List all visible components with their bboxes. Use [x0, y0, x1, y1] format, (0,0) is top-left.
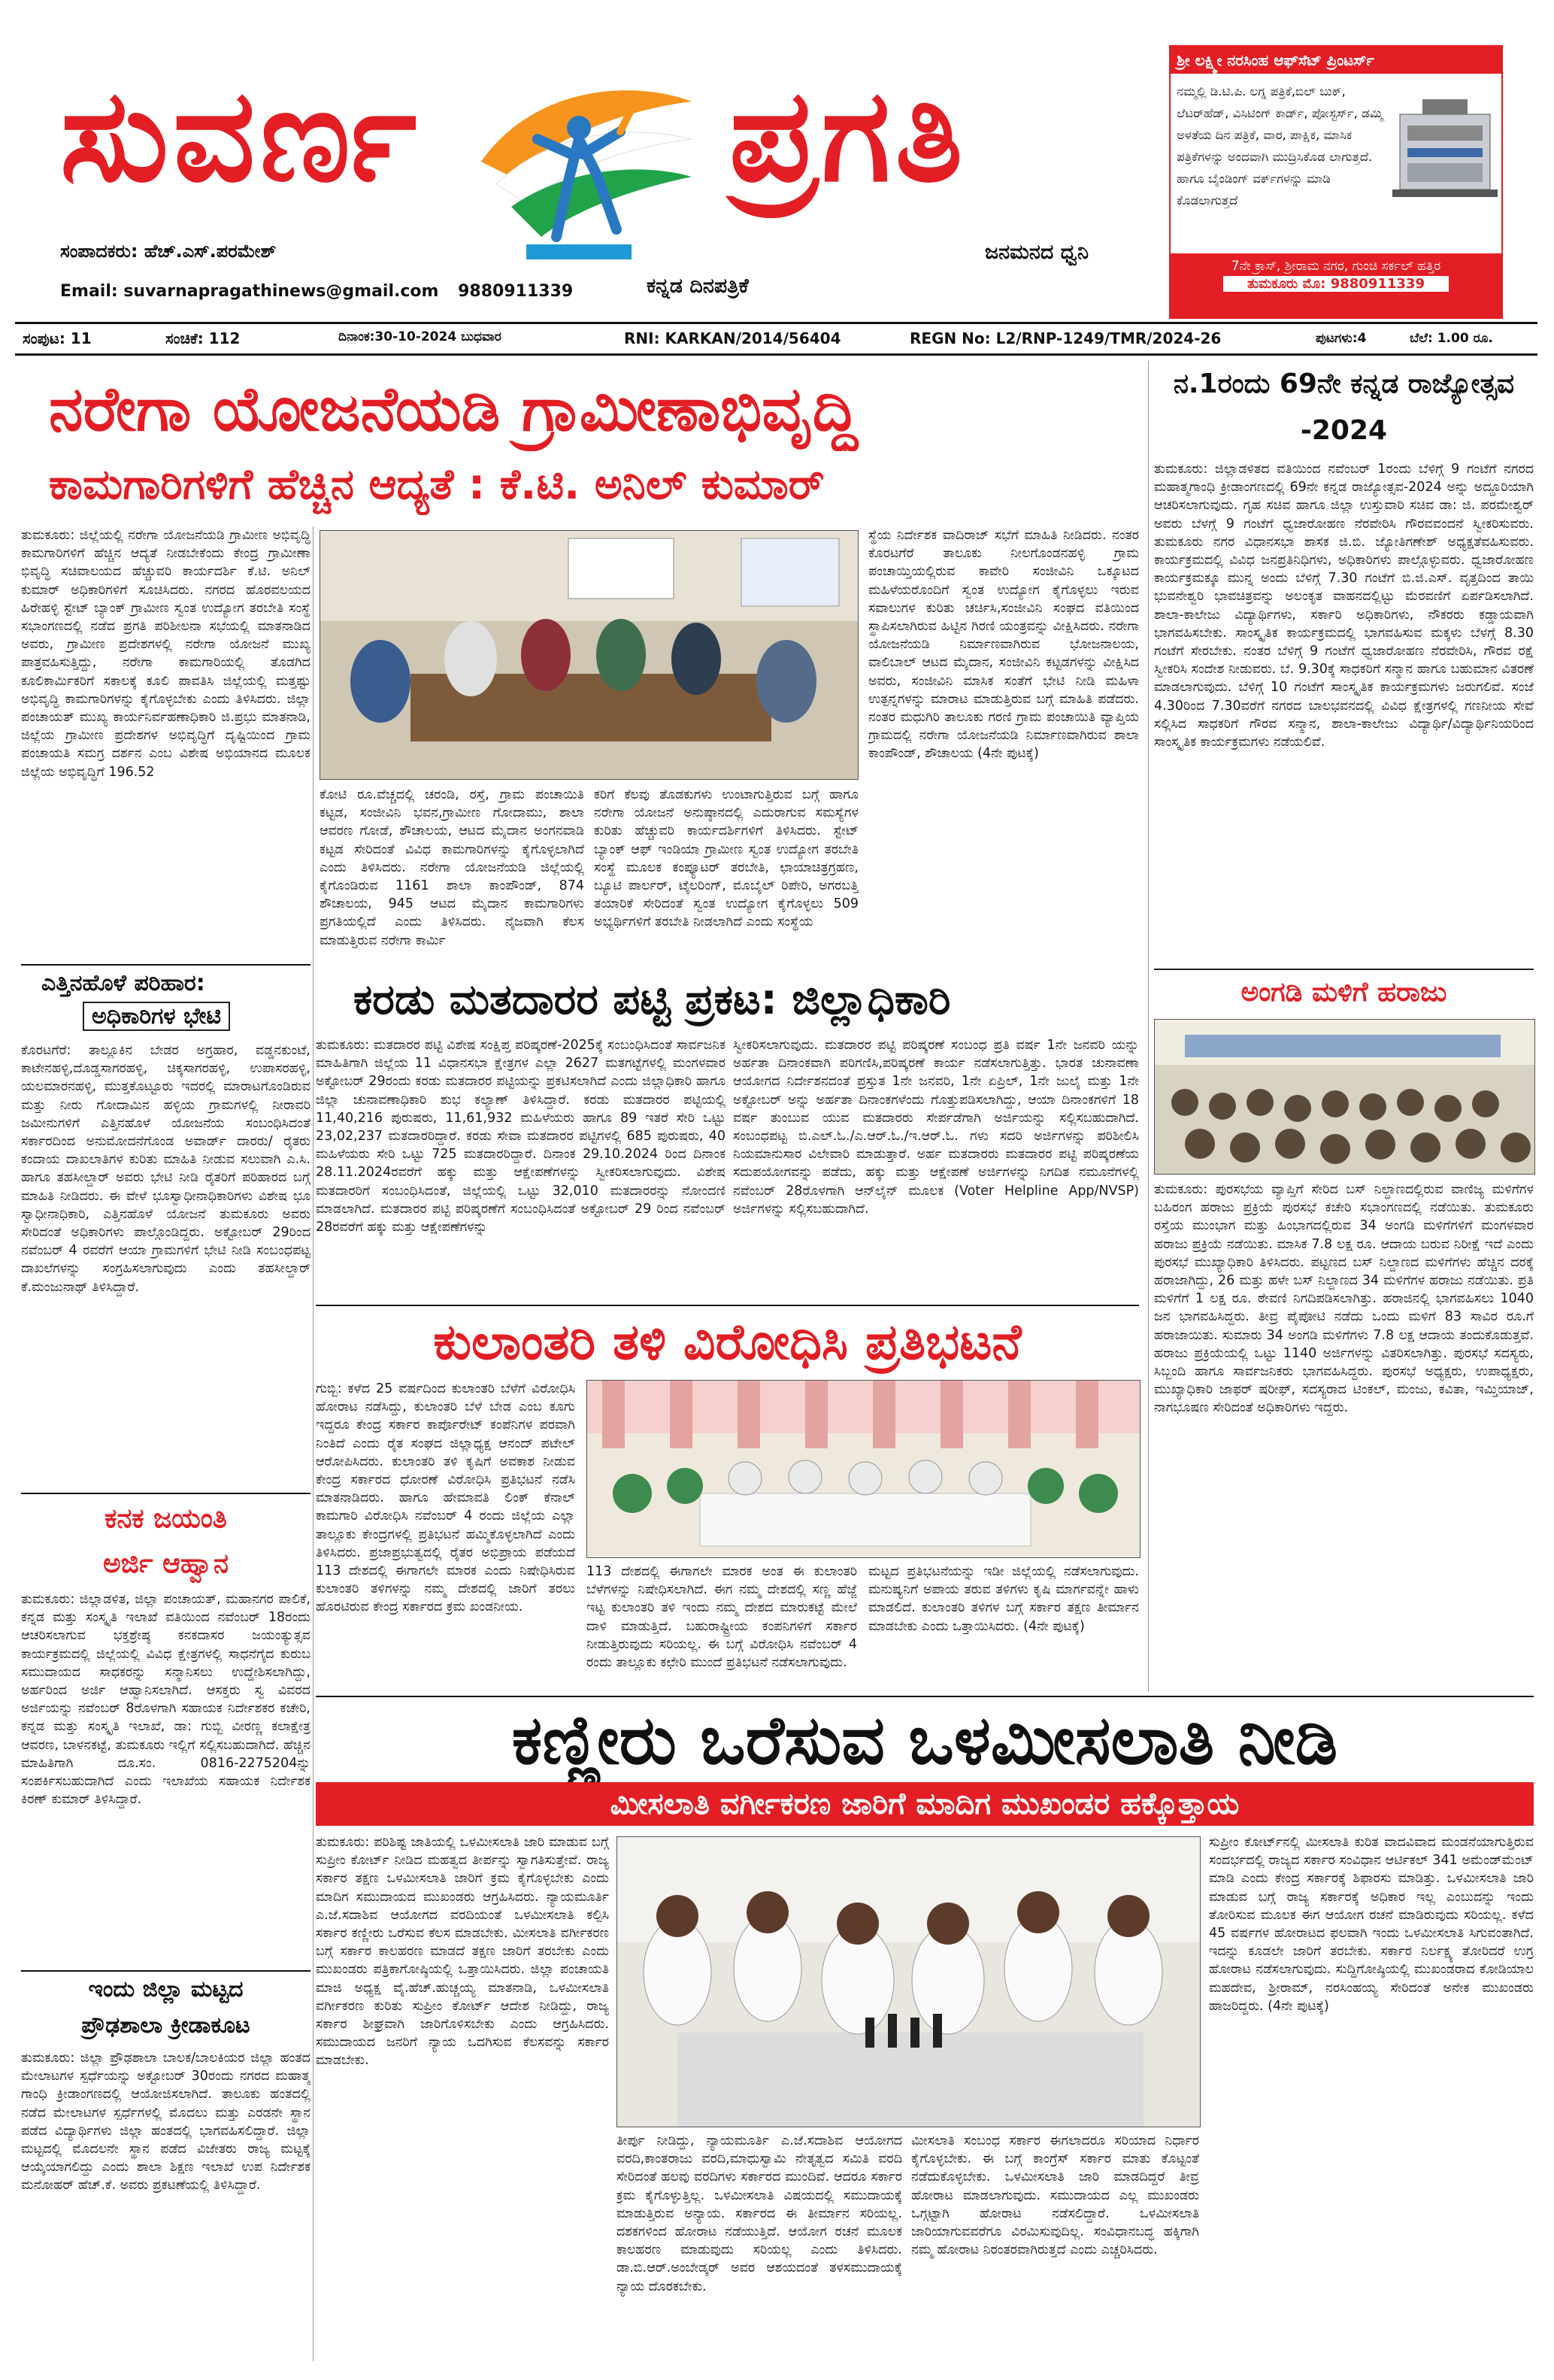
story7-headline: ಕುಲಾಂತರಿ ತಳಿ ವಿರೋಧಿಸಿ ಪ್ರತಿಭಟನೆ [433, 1313, 1022, 1371]
story1-col3: ಕರಿಗೆ ಕೆಲವು ತೊಡಕುಗಳು ಉಂಟಾಗುತ್ತಿರುವ ಬಗ್ಗೆ ಹಾಗೂ ನರೇಗಾ ಯೋಜನೆ ಅನುಷ್ಠಾನದಲ್ಲಿ ಎದುರಾಗುವ ಸಮಸ್ಯೆಗಳ ಕುರಿತು ಹೆಚ್ಚುವರಿ ಕಾರ್ಯದರ್ಶಿಗಳಿಗೆ ತಿಳಿಸಿದರು. ಸ್ಟೇಟ್ ಬ್ಯಾಂಕ್ ಆಫ್ ಇಂಡಿಯಾ ಗ್ರಾಮೀಣ ಸ್ವಂತ ಉದ್ಯೋಗ ತರಬೇತಿ ಸಂಸ್ಥೆ ಮೂಲಕ ಕಂಪ್ಯೂಟರ್ ತರಬೇತಿ, ಛಾಯಾಚಿತ್ರಗ್ರಹಣ, ಬ್ಯೂಟಿ ಪಾರ್ಲರ್, ಟೈಲರಿಂಗ್, ಮೊಬೈಲ್ ರಿಪೇರಿ, ಅಗರಬತ್ತಿ ತಯಾರಿಕೆ ಸೇರಿದಂತೆ ಸ್ವಂತ ಉದ್ಯೋಗ ಕೈಗೊಳ್ಳಲು 509 ಅಭ್ಯರ್ಥಿಗಳಿಗೆ ತರಬೇತಿ ನೀಡಲಾಗಿದೆ ಎಂದು ಸಂಸ್ಥೆಯ [594, 787, 859, 930]
story9-col4: ಸುಪ್ರೀಂ ಕೋರ್ಟ್‌ನಲ್ಲಿ ಮೀಸಲಾತಿ ಕುರಿತ ವಾದವಿವಾದ ಮಂಡನೆಯಾಗುತ್ತಿರುವ ಸಂದರ್ಭದಲ್ಲಿ ರಾಜ್ಯದ ಸರ್ಕಾರ ಸಂವಿಧಾನ ಆರ್ಟಿಕಲ್ 341 ಅಮೆಂಡ್‌ಮೆಂಟ್ ಮಾಡಿ ಎಂದು ಕೇಂದ್ರ ಸರ್ಕಾರಕ್ಕೆ ಶಿಫಾರಸು ಮಾಡಿತ್ತು. ಒಳಮೀಸಲಾತಿ ಜಾರಿ ಮಾಡುವ ಬಗ್ಗೆ ರಾಜ್ಯ ಸರ್ಕಾರಕ್ಕೆ ಅಧಿಕಾರ ಇಲ್ಲ ಎಂಬುದನ್ನು ಇಂದು ತೋರಿಸುವ ಮೂಲಕ ಈಗ ಆಯೋಗ ರಚನೆ ಮಾಡಿರುವುದು ಸರಿಯಲ್ಲ. ಕಳೆದ 45 ವರ್ಷಗಳ ಹೋರಾಟದ ಫಲವಾಗಿ ಇಂದು ಒಳಮೀಸಲಾತಿ ಸಿಗುವಂತಾಗಿದೆ. ಇದನ್ನು ಕೂಡಲೇ ಜಾರಿಗೆ ತರಬೇಕು. ಸರ್ಕಾರ ನಿರ್ಲಕ್ಷ್ಯ ತೋರಿದರೆ ಉಗ್ರ ಹೋರಾಟ ನಡೆಸಲಾಗುವುದು. ಸುದ್ದಿಗೋಷ್ಠಿಯಲ್ಲಿ ಮುಖಂಡರಾದ ಕೋಡಿಯಾಲ ಮಹದೇವ, ಶ್ರೀರಾಮ್, ನರಸಿಂಹಯ್ಯ ಸೇರಿದಂತೆ ಅನೇಕ ಮುಖಂಡರು ಹಾಜರಿದ್ದರು. (4ನೇ ಪುಟಕ್ಕೆ) [1209, 1835, 1534, 2014]
story9-col3: ಮೀಸಲಾತಿ ಸಂಬಂಧ ಸರ್ಕಾರ ಈಗಲಾದರೂ ಸರಿಯಾದ ನಿರ್ಧಾರ ಕೈಗೊಳ್ಳಬೇಕು. ಈ ಬಗ್ಗೆ ಕಾಂಗ್ರೆಸ್ ಸರ್ಕಾರ ಮಾತು ಕೊಟ್ಟಂತೆ ನಡೆದುಕೊಳ್ಳಬೇಕು. ಒಳಮೀಸಲಾತಿ ಜಾರಿ ಮಾಡದಿದ್ದರೆ ತೀವ್ರ ಹೋರಾಟ ಮಾಡಲಾಗುವುದು. ಸಮುದಾಯದ ಎಲ್ಲ ಮುಖಂಡರು ಒಗ್ಗಟ್ಟಾಗಿ ಹೋರಾಟ ನಡೆಸಲಿದ್ದಾರೆ. ಒಳಮೀಸಲಾತಿ ಜಾರಿಯಾಗುವವರೆಗೂ ವಿರಮಿಸುವುದಿಲ್ಲ. ಸಂವಿಧಾನಬದ್ಧ ಹಕ್ಕಿಗಾಗಿ ನಮ್ಮ ಹೋರಾಟ ನಿರಂತರವಾಗಿರುತ್ತದೆ ಎಂದು ಎಚ್ಚರಿಸಿದರು. [911, 2133, 1199, 2258]
story7-col3: ಮಟ್ಟದ ಪ್ರತಿಭಟನೆಯನ್ನು ಇಡೀ ಜಿಲ್ಲೆಯಲ್ಲಿ ನಡೆಸಲಾಗುವುದು. ಮನುಷ್ಯನಿಗೆ ಅಪಾಯ ತರುವ ತಳಿಗಳು ಕೃಷಿ ಮಾರ್ಗವನ್ನೇ ಹಾಳು ಮಾಡಲಿದೆ. ಕುಲಾಂತರಿ ತಳಿಗಳ ಬಗ್ಗೆ ಸರ್ಕಾರ ತಕ್ಷಣ ತೀರ್ಮಾನ ಮಾಡಬೇಕು ಎಂದು ಒತ್ತಾಯಿಸಿದರು. (4ನೇ ಪುಟಕ್ಕೆ) [868, 1564, 1139, 1634]
column-rule-left [313, 526, 314, 2361]
pages: ಪುಟಗಳು:4 [1316, 331, 1367, 346]
date: ದಿನಾಂಕ:30-10-2024 ಬುಧವಾರ [338, 329, 501, 344]
story9-col1: ತುಮಕೂರು: ಪರಿಶಿಷ್ಟ ಜಾತಿಯಲ್ಲಿ ಒಳಮೀಸಲಾತಿ ಜಾರಿ ಮಾಡುವ ಬಗ್ಗೆ ಸುಪ್ರೀಂ ಕೋರ್ಟ್ ನೀಡಿದ ಮಹತ್ವದ ತೀರ್ಪನ್ನು ಸ್ವಾಗತಿಸುತ್ತೇವೆ. ರಾಜ್ಯ ಸರ್ಕಾರ ತಕ್ಷಣ ಒಳಮೀಸಲಾತಿ ಜಾರಿಗೆ ಕ್ರಮ ಕೈಗೊಳ್ಳಬೇಕು ಎಂದು ಮಾದಿಗ ಸಮುದಾಯದ ಮುಖಂಡರು ಆಗ್ರಹಿಸಿದರು. ನ್ಯಾಯಮೂರ್ತಿ ಎ.ಜೆ.ಸದಾಶಿವ ಆಯೋಗದ ವರದಿಯಂತೆ ಒಳಮೀಸಲಾತಿ ಕಲ್ಪಿಸಿ ಸರ್ಕಾರ ಕಣ್ಣೀರು ಒರೆಸುವ ಕೆಲಸ ಮಾಡಬೇಕು. ಮೀಸಲಾತಿ ವರ್ಗೀಕರಣ ಬಗ್ಗೆ ಸರ್ಕಾರ ಕಾಲಹರಣ ಮಾಡದೆ ತಕ್ಷಣ ಜಾರಿಗೆ ತರಬೇಕು ಎಂದು ಮುಖಂಡರು ಪತ್ರಿಕಾಗೋಷ್ಠಿಯಲ್ಲಿ ಒತ್ತಾಯಿಸಿದರು. ಜಿಲ್ಲಾ ಪಂಚಾಯತಿ ಮಾಜಿ ಅಧ್ಯಕ್ಷ ವೈ.ಹೆಚ್.ಹುಚ್ಚಯ್ಯ ಮಾತನಾಡಿ, ಒಳಮೀಸಲಾತಿ ವರ್ಗೀಕರಣ ಕುರಿತು ಸುಪ್ರೀಂ ಕೋರ್ಟ್ ಆದೇಶ ನೀಡಿದ್ದು, ರಾಜ್ಯ ಸರ್ಕಾರ ಶೀಘ್ರವಾಗಿ ಜಾರಿಗೊಳಿಸಬೇಕು ಎಂದು ಆಗ್ರಹಿಸಿದರು. ಸಮುದಾಯದ ಜನರಿಗೆ ನ್ಯಾಯ ಒದಗಿಸುವ ಕೆಲಸವನ್ನು ಸರ್ಕಾರ ಮಾಡಬೇಕು. [316, 1835, 609, 2069]
editor-line: ಸಂಪಾದಕರು: ಹೆಚ್.ಎಸ್.ಪರಮೇಶ್ [60, 241, 277, 262]
infobar-bottom-rule [15, 353, 1537, 356]
story6-subhead: ಅರ್ಜಿ ಆಹ್ವಾನ [103, 1548, 229, 1579]
ad-address [1171, 253, 1501, 317]
masthead [15, 15, 1173, 331]
ad-box [1169, 45, 1503, 319]
story9-photo [616, 1836, 1201, 2127]
story2-body: ತುಮಕೂರು: ಜಿಲ್ಲಾಡಳಿತದ ವತಿಯಿಂದ ನವೆಂಬರ್ 1ರಂದು ಬೆಳಿಗ್ಗೆ 9 ಗಂಟೆಗೆ ನಗರದ ಮಹಾತ್ಮಗಾಂಧಿ ಕ್ರೀಡಾಂಗಣದಲ್ಲಿ 69ನೇ ಕನ್ನಡ ರಾಜ್ಯೋತ್ಸವ-2024 ಅನ್ನು ಅದ್ದೂರಿಯಾಗಿ ಆಚರಿಸಲಾಗುವುದು. ಗೃಹ ಸಚಿವ ಹಾಗೂ ಜಿಲ್ಲಾ ಉಸ್ತುವಾರಿ ಸಚಿವ ಡಾ: ಜಿ. ಪರಮೇಶ್ವರ್ ಅವರು ಬೆಳಗ್ಗೆ 9 ಗಂಟೆಗೆ ಧ್ವಜಾರೋಹಣ ನೆರವೇರಿಸಿ ಗೌರವವಂದನೆ ಸ್ವೀಕರಿಸುವರು. ತುಮಕೂರು ನಗರ ವಿಧಾನಸಭಾ ಶಾಸಕ ಜಿ.ಬಿ. ಜ್ಯೋತಿಗಣೇಶ್ ಅಧ್ಯಕ್ಷತೆವಹಿಸುವರು. ಕಾರ್ಯಕ್ರಮದಲ್ಲಿ ವಿವಿಧ ಜನಪ್ರತಿನಿಧಿಗಳು, ಅಧಿಕಾರಿಗಳು ಪಾಲ್ಗೊಳ್ಳುವರು. ಧ್ವಜಾರೋಹಣ ಕಾರ್ಯಕ್ರಮಕ್ಕೂ ಮುನ್ನ ಅಂದು ಬೆಳಿಗ್ಗೆ 7.30 ಗಂಟೆಗೆ ಬಿ.ಜಿ.ಎಸ್. ವೃತ್ತದಿಂದ ತಾಯಿ ಭುವನೇಶ್ವರಿ ಭಾವಚಿತ್ರವನ್ನು ಅಲಂಕೃತ ವಾಹನದಲ್ಲಿಟ್ಟು ಮೆರವಣಿಗೆ ಏರ್ಪಡಿಸಲಾಗಿದೆ. ಶಾಲಾ-ಕಾಲೇಜು ವಿದ್ಯಾರ್ಥಿಗಳು, ಸರ್ಕಾರಿ ಅಧಿಕಾರಿಗಳು, ನೌಕರರು ಕಡ್ಡಾಯವಾಗಿ ಭಾಗವಹಿಸಬೇಕು. ಸಾಂಸ್ಕೃತಿಕ ಕಾರ್ಯಕ್ರಮದಲ್ಲಿ ಭಾಗವಹಿಸುವ ಮಕ್ಕಳು ಬೆಳಗ್ಗೆ 8.30 ಗಂಟೆಗೆ ಸೇರಬೇಕು. ನಂತರ ಬೆಳಿಗ್ಗೆ 9 ಗಂಟೆಗೆ ಧ್ವಜಾರೋಹಣ ನೆರವೇರಿಸಿ, ಗೌರವ ರಕ್ಷೆ ಸ್ವೀಕರಿಸಿ ಸಂದೇಶ ನೀಡುವರು. ಬೆ. 9.30ಕ್ಕೆ ಸಾಧಕರಿಗೆ ಸನ್ಮಾನ ಹಾಗೂ ಬಹುಮಾನ ವಿತರಣೆ ಮಾಡಲಾಗುವುದು. ಬೆಳಿಗ್ಗೆ 10 ಗಂಟೆಗೆ ಸಾಂಸ್ಕೃತಿಕ ಕಾರ್ಯಕ್ರಮಗಳು ಜರುಗಲಿವೆ. ಸಂಜೆ 4.30ರಿಂದ 7.30ವರೆಗೆ ನಗರದ ಬಾಲಭವನದಲ್ಲಿ ವಿವಿಧ ಕ್ಷೇತ್ರಗಳಲ್ಲಿ ಗಣನೀಯ ಸೇವೆ ಸಲ್ಲಿಸಿದ ಸಾಧಕರಿಗೆ ಗೌರವ ಸನ್ಮಾನ, ಶಾಲಾ-ಕಾಲೇಜು ವಿದ್ಯಾರ್ಥಿ/ವಿದ್ಯಾರ್ಥಿನಿಯರಿಂದ ಸಾಂಸ್ಕೃತಿಕ ಕಾರ್ಯಕ್ರಮಗಳು ನಡೆಯಲಿವೆ. [1154, 462, 1534, 750]
price: ಬೆಲೆ: 1.00 ರೂ. [1410, 331, 1493, 346]
phone-text: 9880911339 [458, 282, 574, 301]
rni: RNI: KARKAN/2014/56404 [624, 329, 841, 347]
story1-col4: ಸ್ಥೆಯ ನಿರ್ದೇಶಕ ವಾದಿರಾಜ್ ಸಭೆಗೆ ಮಾಹಿತಿ ನೀಡಿದರು. ನಂತರ ಕೊರಟಗೆರೆ ತಾಲೂಕು ನೀಲಗೊಂಡನಹಳ್ಳಿ ಗ್ರಾಮ ಪಂಚಾಯ್ತಿಯಲ್ಲಿರುವ ಕಾವೇರಿ ಸಂಜೀವಿನಿ ಒಕ್ಕೂಟದ ಮಹಿಳೆಯರೊಂದಿಗೆ ಸ್ವಂತ ಉದ್ಯೋಗ ಕೈಗೊಳ್ಳಲು ಇರುವ ಸವಾಲುಗಳ ಕುರಿತು ಚರ್ಚಿಸಿ,ಸಂಜೀವಿನಿ ಸಂಘದ ವತಿಯಿಂದ ಸ್ಥಾಪಿಸಲಾಗಿರುವ ಹಿಟ್ಟಿನ ಗಿರಣಿ ಯಂತ್ರವನ್ನು ವೀಕ್ಷಿಸಿದರು. ನರೇಗಾ ಯೋಜನೆಯಡಿ ನಿರ್ಮಾಣವಾಗಿರುವ ಭೋಜನಾಲಯ, ವಾಲಿಬಾಲ್ ಆಟದ ಮೈದಾನ, ಸಂಜೀವಿನಿ ಕಟ್ಟಡಗಳನ್ನು ವೀಕ್ಷಿಸಿದ ಅವರು, ಸಂಜೀವಿನಿ ಮಾಸಿಕ ಸಂತೆಗೆ ಭೇಟಿ ನೀಡಿ ಮಹಿಳಾ ಉತ್ಪನ್ನಗಳನ್ನು ಮಾರಾಟ ಮಾಡುತ್ತಿರುವ ಬಗ್ಗೆ ಮಾಹಿತಿ ಪಡೆದರು. ನಂತರ ಮಧುಗಿರಿ ತಾಲೂಕು ಗರಣಿ ಗ್ರಾಮ ಪಂಚಾಯಿತಿ ವ್ಯಾಪ್ತಿಯ ಗ್ರಾಮದಲ್ಲಿ ನರೇಗಾ ಯೋಜನೆಯಡಿ ನಿರ್ಮಾಣವಾಗಿರುವ ಶಾಲಾ ಕಾಂಪೌಂಡ್, ಶೌಚಾಲಯ (4ನೇ ಪುಟಕ್ಕೆ) [868, 528, 1139, 762]
story4-col1: ತುಮಕೂರು: ಮತದಾರರ ಪಟ್ಟಿ ವಿಶೇಷ ಸಂಕ್ಷಿಪ್ತ ಪರಿಷ್ಕರಣೆ-2025ಕ್ಕೆ ಸಂಬಂಧಿಸಿದಂತೆ ಸಾರ್ವಜನಿಕ ಮಾಹಿತಿಗಾಗಿ ಜಿಲ್ಲೆಯ 11 ವಿಧಾನಸಭಾ ಕ್ಷೇತ್ರಗಳ ಎಲ್ಲಾ 2627 ಮತಗಟ್ಟೆಗಳಲ್ಲಿ ಮಂಗಳವಾರ ಅಕ್ಟೋಬರ್ 29ರಂದು ಕರಡು ಮತದಾರರ ಪಟ್ಟಿಯನ್ನು ಪ್ರಕಟಿಸಲಾಗಿದೆ ಎಂದು ಜಿಲ್ಲಾಧಿಕಾರಿ ಹಾಗೂ ಜಿಲ್ಲಾ ಚುನಾವಣಾಧಿಕಾರಿ ಶುಭ ಕಲ್ಯಾಣ್ ತಿಳಿಸಿದ್ದಾರೆ. ಕರಡು ಮತದಾರರ ಪಟ್ಟಿಯಲ್ಲಿ 11,40,216 ಪುರುಷರು, 11,61,932 ಮಹಿಳೆಯರು ಹಾಗೂ 89 ಇತರೆ ಸೇರಿ ಒಟ್ಟು 23,02,237 ಮತದಾರರಿದ್ದಾರೆ. ಕರಡು ಸೇವಾ ಮತದಾರರ ಪಟ್ಟಿಗಳಲ್ಲಿ 685 ಪುರುಷರು, 40 ಮಹಿಳೆಯರು ಸೇರಿ ಒಟ್ಟು 725 ಮತದಾರರಿದ್ದಾರೆ. ದಿನಾಂಕ 29.10.2024 ರಿಂದ ದಿನಾಂಕ 28.11.2024ರವರೆಗೆ ಹಕ್ಕು ಮತ್ತು ಆಕ್ಷೇಪಣೆಗಳನ್ನು ಸ್ವೀಕರಿಸಲಾಗುವುದು. ವಿಶೇಷ ಮತದಾರರಿಗೆ ಸಂಬಂಧಿಸಿದಂತೆ, ಜಿಲ್ಲೆಯಲ್ಲಿ ಒಟ್ಟು 32,010 ಮತದಾರರನ್ನು ನೋಂದಣಿ ಮಾಡಲಾಗಿದೆ. ಮತದಾರರ ಪಟ್ಟಿ ಪರಿಷ್ಕರಣೆಗೆ ಸಂಬಂಧಿಸಿದಂತೆ ಅಕ್ಟೋಬರ್ 29 ರಿಂದ ನವೆಂಬರ್ 28ರವರೆಗೆ ಹಕ್ಕು ಮತ್ತು ಆಕ್ಷೇಪಣೆಗಳನ್ನು [316, 1038, 726, 1235]
story8-subhead: ಪ್ರೌಢಶಾಲಾ ಕ್ರೀಡಾಕೂಟ [81, 2012, 250, 2039]
press-meet-photo [617, 1837, 1200, 2127]
story7-col1: ಗುಬ್ಬಿ: ಕಳೆದ 25 ವರ್ಷದಿಂದ ಕುಲಾಂತರಿ ಬೆಳೆಗೆ ವಿರೋಧಿಸಿ ಹೋರಾಟ ನಡೆಸಿದ್ದು, ಕುಲಾಂತರಿ ಬೆಳೆ ಬೇಡ ಎಂಬ ಕೂಗು ಇದ್ದರೂ ಕೇಂದ್ರ ಸರ್ಕಾರ ಕಾರ್ಪೊರೇಟ್ ಕಂಪೆನಿಗಳ ಪರವಾಗಿ ನಿಂತಿದೆ ಎಂದು ರೈತ ಸಂಘದ ಜಿಲ್ಲಾಧ್ಯಕ್ಷ ಆನಂದ್ ಪಟೇಲ್ ಆರೋಪಿಸಿದರು. ಕುಲಾಂತರಿ ತಳಿ ಕೃಷಿಗೆ ಅವಕಾಶ ನೀಡುವ ಕೇಂದ್ರ ಸರ್ಕಾರದ ಧೋರಣೆ ವಿರೋಧಿಸಿ ಪ್ರತಿಭಟನೆ ನಡೆಸಿ ಮಾತನಾಡಿದರು. ಹಾಗೂ ಹೇಮಾವತಿ ಲಿಂಕ್ ಕೆನಾಲ್ ಕಾಮಗಾರಿ ವಿರೋಧಿಸಿ ನವೆಂಬರ್ 4 ರಂದು ಜಿಲ್ಲೆಯ ಎಲ್ಲಾ ತಾಲ್ಲೂಕು ಕೇಂದ್ರಗಳಲ್ಲಿ ಪ್ರತಿಭಟನೆ ಹಮ್ಮಿಕೊಳ್ಳಲಾಗಿದೆ ಎಂದು ತಿಳಿಸಿದರು. ಪ್ರಜಾಪ್ರಭುತ್ವದಲ್ಲಿ ರೈತರ ಅಭಿಪ್ರಾಯ ಪಡೆಯದೆ 113 ದೇಶದಲ್ಲಿ ಈಗಾಗಲೇ ಮಾರಕ ಎಂದು ನಿಷೇಧಿಸಿರುವ ಕುಲಾಂತರಿ ತಳಿಗಳನ್ನು ನಮ್ಮ ದೇಶದಲ್ಲಿ ಜಾರಿಗೆ ತರಲು ಹೊರಟಿರುವ ಕೇಂದ್ರ ಸರ್ಕಾರದ ಕ್ರಮ ಖಂಡನೀಯ. [316, 1381, 575, 1615]
story6-top-rule [21, 1493, 310, 1494]
masthead-title-left: ಸುವರ್ಣ [60, 60, 422, 211]
story7-top-rule [316, 1305, 1139, 1306]
story3-subhead: ಅಧಿಕಾರಿಗಳ ಭೇಟಿ [83, 1002, 230, 1031]
story5-body: ತುಮಕೂರು: ಪುರಸಭೆಯ ವ್ಯಾಪ್ತಿಗೆ ಸೇರಿದ ಬಸ್ ನಿಲ್ದಾಣದಲ್ಲಿರುವ ವಾಣಿಜ್ಯ ಮಳಿಗೆಗಳ ಬಹಿರಂಗ ಹರಾಜು ಪ್ರಕ್ರಿಯೆ ಪುರಸಭೆ ಕಚೇರಿ ಸಭಾಂಗಣದಲ್ಲಿ ನಡೆಯಿತು. ತುಮಕೂರು ರಸ್ತೆಯ ಮುಂಭಾಗ ಮತ್ತು ಹಿಂಭಾಗದಲ್ಲಿರುವ 34 ಅಂಗಡಿ ಮಳಿಗೆಗಳಿಗೆ ಮಂಗಳವಾರ ಹರಾಜು ಪ್ರಕ್ರಿಯೆ ನಡೆಯಿತು. ಮಾಸಿಕ 7.8 ಲಕ್ಷ ರೂ. ಆದಾಯ ಬರುವ ನಿರೀಕ್ಷೆ ಇದೆ ಎಂದು ಪುರಸಭೆ ಮುಖ್ಯಾಧಿಕಾರಿ ತಿಳಿಸಿದರು. ಪಟ್ಟಣದ ಬಸ್ ನಿಲ್ದಾಣದ ಮಳಿಗೆಗಳು ಹೆಚ್ಚಿನ ದರಕ್ಕೆ ಹರಾಜಾಗಿದ್ದು, 26 ಮತ್ತು ಹಳೇ ಬಸ್ ನಿಲ್ದಾಣದ 34 ಮಳಿಗೆಗಳ ಹರಾಜು ನಡೆಯಿತು. ಪ್ರತಿ ಮಳಿಗೆಗೆ 1 ಲಕ್ಷ ರೂ. ಠೇವಣಿ ನಿಗದಿಪಡಿಸಲಾಗಿತ್ತು. ಹರಾಜಿನಲ್ಲಿ ಭಾಗವಹಿಸಲು 1040 ಜನ ಭಾಗವಹಿಸಿದ್ದರು. ತೀವ್ರ ಪೈಪೋಟಿ ನಡೆದು ಒಂದು ಮಳಿಗೆ 83 ಸಾವಿರ ರೂ.ಗೆ ಹರಾಜಾಯಿತು. ಸುಮಾರು 34 ಅಂಗಡಿ ಮಳಿಗೆಗಳು 7.8 ಲಕ್ಷ ಆದಾಯ ತಂದುಕೊಡುತ್ತವೆ. ಹರಾಜು ಪ್ರಕ್ರಿಯೆಯಲ್ಲಿ ಒಟ್ಟು 1140 ಅರ್ಜಿಗಳನ್ನು ವಿತರಿಸಲಾಗಿತ್ತು. ಪುರಸಭೆ ಸದಸ್ಯರು, ಸಿಬ್ಬಂದಿ ಹಾಗೂ ಸಾರ್ವಜನಿಕರು ಭಾಗವಹಿಸಿದ್ದರು. ಪುರಸಭೆ ಅಧ್ಯಕ್ಷರು, ಉಪಾಧ್ಯಕ್ಷರು, ಮುಖ್ಯಾಧಿಕಾರಿ ಜಾಫರ್ ಷರೀಫ್, ಸದಸ್ಯರಾದ ಟಿಂಕಲ್, ಮಂಜು, ಕವಿತಾ, ಇಮ್ತಿಯಾಜ್, ನಾಗಭೂಷಣ ಸೇರಿದಂತೆ ಅಧಿಕಾರಿಗಳು ಇದ್ದರು. [1154, 1182, 1534, 1416]
story8-body: ತುಮಕೂರು: ಜಿಲ್ಲಾ ಪ್ರೌಢಶಾಲಾ ಬಾಲಕ/ಬಾಲಕಿಯರ ಜಿಲ್ಲಾ ಹಂತದ ಮೇಲಾಟಗಳ ಸ್ಪರ್ಧೆಯನ್ನು ಅಕ್ಟೋಬರ್ 30ರಂದು ನಗರದ ಮಹಾತ್ಮ ಗಾಂಧಿ ಕ್ರೀಡಾಂಗಣದಲ್ಲಿ ಆಯೋಜಿಸಲಾಗಿದೆ. ತಾಲೂಕು ಹಂತದಲ್ಲಿ ನಡೆದ ಮೇಲಾಟಗಳ ಸ್ಪರ್ಧೆಗಳಲ್ಲಿ ಮೊದಲು ಮತ್ತು ಎರಡನೇ ಸ್ಥಾನ ಪಡೆದ ವಿದ್ಯಾರ್ಥಿಗಳು ಜಿಲ್ಲಾ ಹಂತದಲ್ಲಿ ಭಾಗವಹಿಸಲಿದ್ದಾರೆ. ಜಿಲ್ಲಾ ಮಟ್ಟದಲ್ಲಿ ಮೊದಲನೇ ಸ್ಥಾನ ಪಡೆದ ವಿಜೇತರು ರಾಜ್ಯ ಮಟ್ಟಕ್ಕೆ ಆಯ್ಕೆಯಾಗಲಿದ್ದು ಎಂದು ಶಾಲಾ ಶಿಕ್ಷಣ ಇಲಾಖೆ ಉಪ ನಿರ್ದೇಶಕ ಮನೋಹರ್ ಹೆಚ್.ಕೆ. ಅವರು ಪ್ರಕಟಣೆಯಲ್ಲಿ ತಿಳಿಸಿದ್ದಾರೆ. [21, 2051, 310, 2194]
story3-top-rule [21, 964, 310, 966]
story1-col1: ತುಮಕೂರು: ಜಿಲ್ಲೆಯಲ್ಲಿ ನರೇಗಾ ಯೋಜನೆಯಡಿ ಗ್ರಾಮೀಣ ಅಭಿವೃದ್ಧಿ ಕಾಮಗಾರಿಗಳಿಗೆ ಹೆಚ್ಚಿನ ಆದ್ಯತೆ ನೀಡಬೇಕೆಂದು ಕೇಂದ್ರ ಗ್ರಾಮೀಣಾ ಭಿವೃದ್ಧಿ ಸಚಿವಾಲಯದ ಹೆಚ್ಚುವರಿ ಕಾರ್ಯದರ್ಶಿ ಕೆ.ಟಿ. ಅನಿಲ್ ಕುಮಾರ್ ಅಧಿಕಾರಿಗಳಿಗೆ ಸೂಚಿಸಿದರು. ನಗರದ ಹೊರವಲಯದ ಹಿರೇಹಳ್ಳಿ ಸ್ಟೇಟ್ ಬ್ಯಾಂಕ್ ಗ್ರಾಮೀಣ ಸ್ವಂತ ಉದ್ಯೋಗ ತರಬೇತಿ ಸಂಸ್ಥೆ ಸಭಾಂಗಣದಲ್ಲಿ ನಡೆದ ಪ್ರಗತಿ ಪರಿಶೀಲನಾ ಸಭೆಯಲ್ಲಿ ಮಾತನಾಡಿದ ಅವರು, ಗ್ರಾಮೀಣ ಪ್ರದೇಶಗಳಲ್ಲಿ ನರೇಗಾ ಯೋಜನೆ ಮುಖ್ಯ ಪಾತ್ರವಹಿಸುತ್ತಿದ್ದು, ನರೇಗಾ ಕಾಮಗಾರಿಯಲ್ಲಿ ತೊಡಗಿದ ಕೂಲಿಕಾರ್ಮಿಕರಿಗೆ ಸಕಾಲಕ್ಕೆ ಕೂಲಿ ಪಾವತಿಸಿ ಜಿಲ್ಲೆಯಲ್ಲಿ ಮತ್ತಷ್ಟು ಅಭಿವೃದ್ಧಿ ಕಾಮಗಾರಿಗಳನ್ನು ಕೈಗೊಳ್ಳಬೇಕು ಎಂದು ತಿಳಿಸಿದರು. ಜಿಲ್ಲಾ ಪಂಚಾಯತ್ ಮುಖ್ಯ ಕಾರ್ಯನಿರ್ವಹಣಾಧಿಕಾರಿ ಜಿ.ಪ್ರಭು ಮಾತನಾಡಿ, ಜಿಲ್ಲೆಯ ಗ್ರಾಮೀಣ ಪ್ರದೇಶಗಳ ಅಭಿವೃದ್ಧಿಗೆ ದೃಷ್ಟಿಯಿಂದ ಗ್ರಾಮ ಪಂಚಾಯತಿ ಸಮಗ್ರ ದರ್ಶನ ಎಂಬ ವಿಶೇಷ ಅಭಿಯಾನದ ಮೂಲಕ ಜಿಲ್ಲೆಯ ಅಭಿವೃದ್ಧಿಗೆ 196.52 [21, 528, 310, 780]
story1-headline: ನರೇಗಾ ಯೋಜನೆಯಡಿ ಗ್ರಾಮೀಣಾಭಿವೃದ್ಧಿ [49, 374, 858, 445]
column-rule-right [1148, 361, 1149, 1692]
story1-col2: ಕೋಟಿ ರೂ.ವೆಚ್ಚದಲ್ಲಿ ಚರಂಡಿ, ರಸ್ತೆ, ಗ್ರಾಮ ಪಂಚಾಯಿತಿ ಕಟ್ಟಡ, ಸಂಜೀವಿನಿ ಭವನ,ಗ್ರಾಮೀಣ ಗೋದಾಮು, ಶಾಲಾ ಆವರಣ ಗೋಡೆ, ಶೌಚಾಲಯ, ಆಟದ ಮೈದಾನ ಅಂಗನವಾಡಿ ಕಟ್ಟಡ ಸೇರಿದಂತೆ ವಿವಿಧ ಕಾಮಗಾರಿಗಳನ್ನು ಕೈಗೊಳ್ಳಲಾಗಿದೆ ಎಂದು ತಿಳಿಸಿದರು. ನರೇಗಾ ಯೋಜನೆಯಡಿ ಜಿಲ್ಲೆಯಲ್ಲಿ ಕೈಗೊಂಡಿರುವ 1161 ಶಾಲಾ ಕಾಂಪೌಂಡ್, 874 ಶೌಚಾಲಯ, 945 ಆಟದ ಮೈದಾನ ಕಾಮಗಾರಿಗಳು ಪ್ರಗತಿಯಲ್ಲಿದೆ ಎಂದು ತಿಳಿಸಿದರು. ನೈಜವಾಗಿ ಕೆಲಸ ಮಾಡುತ್ತಿರುವ ನರೇಗಾ ಕಾರ್ಮಿ [320, 787, 584, 948]
story9-subhead: ಮೀಸಲಾತಿ ವರ್ಗೀಕರಣ ಜಾರಿಗೆ ಮಾದಿಗ ಮುಖಂಡರ ಹಕ್ಕೊತ್ತಾಯ [316, 1782, 1534, 1826]
story1-photo [320, 530, 859, 780]
story2-headline: ನ.1ರಂದು 69ನೇ ಕನ್ನಡ ರಾಜ್ಯೋತ್ಸವ -2024 [1173, 368, 1515, 446]
story9-headline: ಕಣ್ಣೀರು ಒರೆಸುವ ಒಳಮೀಸಲಾತಿ ನೀಡಿ [511, 1701, 1338, 1780]
story3-body: ಕೊರಟಗೆರೆ: ತಾಲ್ಲೂಕಿನ ಬೇಡರ ಅಗ್ರಹಾರ, ವಡ್ಡನಕುಂಟೆ, ಕಾಟೇನಹಳ್ಳಿ,ದೊಡ್ಡಸಾಗರಹಳ್ಳಿ, ಚಿಕ್ಕಸಾಗರಹಳ್ಳಿ, ಉಪಾಸರಹಳ್ಳಿ, ಯಲಮಾರನಹಳ್ಳಿ, ಮುತ್ತಕೊಟ್ಟೂರು ಇದರಲ್ಲಿ ಮಾರಾಟಗೊಂಡಿರುವ ಮತ್ತು ನೀರು ಗೋದಾಮಿನ ಹಳ್ಳಿಯ ಗ್ರಾಮಗಳಲ್ಲಿ ನೀರಾವರಿ ಜಮೀನುಗಳಿಗೆ ಎತ್ತಿನಹೊಳೆ ಯೋಜನೆಯ ಸಂಬಂಧಿಸಿದಂತೆ ಸರ್ಕಾರದಿಂದ ಅನುಮೋದನೆಗೊಂಡ ಅವಾರ್ಡ್ ದಾರರು/ ರೈತರು ಕಂದಾಯ ದಾಖಲಾತಿಗಳ ಕುರಿತು ಮಾಹಿತಿ ನೀಡುವ ಸಲುವಾಗಿ ಎ.ಸಿ. ಹಾಗೂ ತಹಸೀಲ್ದಾರ್ ಅವರು ಭೇಟಿ ನೀಡಿ ರೈತರಿಗೆ ಪರಿಹಾರದ ಬಗ್ಗೆ ಮಾಹಿತಿ ನೀಡಿದರು. ಈ ವೇಳೆ ಭೂಸ್ವಾಧೀನಾಧಿಕಾರಿಗಳು ವಿಶೇಷ ಭೂ ಸ್ವಾಧೀನಾಧಿಕಾರಿ, ಎತ್ತಿನಹೊಳೆ ಯೋಜನೆ ತುಮಕೂರು ಅವರು ಸೇರಿದಂತೆ ಅಧಿಕಾರಿಗಳು ಪಾಲ್ಗೊಂಡಿದ್ದರು. ಅಕ್ಟೋಬರ್ 29ರಿಂದ ನವೆಂಬರ್ 4 ರವರೆಗೆ ಆಯಾ ಗ್ರಾಮಗಳಿಗೆ ಭೇಟಿ ನೀಡಿ ಸಂಬಂಧಪಟ್ಟ ದಾಖಲೆಗಳನ್ನು ಸಂಗ್ರಹಿಸಲಾಗುವುದು ಎಂದು ತಹಸೀಲ್ದಾರ್ ಕೆ.ಮಂಜುನಾಥ್ ತಿಳಿಸಿದ್ದಾರೆ. [21, 1043, 310, 1295]
email-line [60, 282, 573, 301]
story3-headline: ಎತ್ತಿನಹೊಳೆ ಪರಿಹಾರ: [41, 970, 205, 996]
story9-col2: ತೀರ್ಪು ನೀಡಿದ್ದು, ನ್ಯಾಯಮೂರ್ತಿ ಎ.ಜೆ.ಸದಾಶಿವ ಆಯೋಗದ ವರದಿ,ಕಾಂತರಾಜು ವರದಿ,ಮಾಧುಸ್ವಾಮಿ ನೇತೃತ್ವದ ಸಮಿತಿ ವರದಿ ಸೇರಿದಂತೆ ಹಲವು ವರದಿಗಳು ಸರ್ಕಾರದ ಮುಂದಿವೆ. ಆದರೂ ಸರ್ಕಾರ ಕ್ರಮ ಕೈಗೊಳ್ಳುತ್ತಿಲ್ಲ. ಒಳಮೀಸಲಾತಿ ವಿಷಯದಲ್ಲಿ ಸಮುದಾಯಕ್ಕೆ ಮಾಡುತ್ತಿರುವ ಅನ್ಯಾಯ. ಸರ್ಕಾರದ ಈ ತೀರ್ಮಾನ ಸರಿಯಲ್ಲ. ದಶಕಗಳಿಂದ ಹೋರಾಟ ನಡೆಯುತ್ತಿದೆ. ಆಯೋಗ ರಚನೆ ಮೂಲಕ ಕಾಲಹರಣ ಮಾಡುವುದು ಸರಿಯಲ್ಲ ಎಂದು ತಿಳಿಸಿದರು. ಡಾ.ಬಿ.ಆರ್.ಅಂಬೇಡ್ಕರ್ ಅವರ ಆಶಯದಂತೆ ತಳಸಮುದಾಯಕ್ಕೆ ನ್ಯಾಯ ದೊರಕಬೇಕು. [616, 2133, 902, 2294]
masthead-title-right: ಪ್ರಗತಿ [729, 60, 968, 211]
story4-headline: ಕರಡು ಮತದಾರರ ಪಟ್ಟಿ ಪ್ರಕಟ: ಜಿಲ್ಲಾಧಿಕಾರಿ [353, 975, 951, 1024]
story7-col2: 113 ದೇಶದಲ್ಲಿ ಈಗಾಗಲೇ ಮಾರಕ ಅಂತ ಈ ಕುಲಾಂತರಿ ಬೆಳೆಗಳನ್ನು ನಿಷೇಧಿಸಲಾಗಿದೆ. ಈಗ ನಮ್ಮ ದೇಶದಲ್ಲಿ ಸಣ್ಣ ಹೆಜ್ಜೆ ಇಟ್ಟ ಕುಲಾಂತರಿ ತಳಿ ಇಂದು ನಮ್ಮ ದೇಶದ ಮಾರುಕಟ್ಟೆ ಮೇಲೆ ದಾಳಿ ಮಾಡುತ್ತಿದೆ. ಬಹುರಾಷ್ಟ್ರೀಯ ಕಂಪನಿಗಳಿಗೆ ಸರ್ಕಾರ ನೀಡುತ್ತಿರುವುದು ಸರಿಯಲ್ಲ. ಈ ಬಗ್ಗೆ ವಿರೋಧಿಸಿ ನವೆಂಬರ್ 4 ರಂದು ತಾಲ್ಲೂಕು ಕಛೇರಿ ಮುಂದೆ ಪ್ರತಿಭಟನೆ ನಡೆಸಲಾಗುವುದು. [586, 1564, 857, 1671]
story6-headline: ಕನಕ ಜಯಂತಿ [105, 1503, 227, 1534]
auction-hall-photo [1155, 1020, 1534, 1174]
story1-subhead: ಕಾಮಗಾರಿಗಳಿಗೆ ಹೆಚ್ಚಿನ ಆದ್ಯತೆ : ಕೆ.ಟಿ. ಅನಿಲ್ ಕುಮಾರ್ [49, 460, 825, 509]
story7-photo [586, 1380, 1141, 1558]
volume: ಸಂಪುಟ: 11 [23, 329, 92, 347]
infobar-top-rule [15, 322, 1537, 324]
story4-col2: ಸ್ವೀಕರಿಸಲಾಗುವುದು. ಮತದಾರರ ಪಟ್ಟಿ ಪರಿಷ್ಕರಣೆ ಸಂಬಂಧ ಪ್ರತಿ ವರ್ಷ 1ನೇ ಜನವರಿ ಯನ್ನು ಅರ್ಹತಾ ದಿನಾಂಕವಾಗಿ ಪರಿಗಣಿಸಿ,ಪರಿಷ್ಕರಣೆ ಕಾರ್ಯ ನಡೆಸಲಾಗುತ್ತಿತ್ತು. ಭಾರತ ಚುನಾವಣಾ ಆಯೋಗದ ನಿರ್ದೇಶನದಂತೆ ಪ್ರಸ್ತುತ 1ನೇ ಜನವರಿ, 1ನೇ ಏಪ್ರಿಲ್, 1ನೇ ಜುಲೈ ಮತ್ತು 1ನೇ ಅಕ್ಟೋಬರ್ ಅನ್ನು ಅರ್ಹತಾ ದಿನಾಂಕಗಳೆಂದು ಗೊತ್ತುಪಡಿಸಲಾಗಿದ್ದು, ಆಯಾ ದಿನಾಂಕಗಳಿಗೆ 18 ವರ್ಷ ತುಂಬುವ ಯುವ ಮತದಾರರು ಸೇರ್ಪಡೆಗಾಗಿ ಅರ್ಜಿಯನ್ನು ಸಲ್ಲಿಸಬಹುದಾಗಿದೆ. ಸಂಬಂಧಪಟ್ಟ ಬಿ.ಎಲ್.ಓ./ಎ.ಆರ್.ಓ./ಇ.ಆರ್.ಓ. ಗಳು ಸದರಿ ಅರ್ಜಿಗಳನ್ನು ಪರಿಶೀಲಿಸಿ ನಿಯಮಾನುಸಾರ ವಿಲೇವಾರಿ ಮಾಡುತ್ತಾರೆ. ಅರ್ಹ ಮತದಾರರು ಮತದಾರರ ಪಟ್ಟಿ ಪರಿಷ್ಕರಣೆಯ ಸದುಪಯೋಗವನ್ನು ಪಡೆದು, ಹಕ್ಕು ಮತ್ತು ಆಕ್ಷೇಪಣೆ ಅರ್ಜಿಗಳನ್ನು ನಿಗದಿತ ನಮೂನೆಗಳಲ್ಲಿ ನವೆಂಬರ್ 28ರೊಳಗಾಗಿ ಆನ್‌ಲೈನ್ ಮೂಲಕ (Voter Helpline App/NVSP) ಅರ್ಜಿಗಳನ್ನು ಸಲ್ಲಿಸಬಹುದಾಗಿದೆ. [733, 1038, 1139, 1217]
infobar [15, 325, 1537, 352]
ad-address-text: 7ನೇ ಕ್ರಾಸ್, ಶ್ರೀರಾಮ ನಗರ, ಗುಂಚಿ ಸರ್ಕಲ್ ಹತ್ತಿರ [1231, 259, 1441, 274]
protest-meeting-photo [587, 1381, 1140, 1557]
story5-photo [1154, 1019, 1535, 1175]
story8-headline: ಇಂದು ಜಿಲ್ಲಾ ಮಟ್ಟದ [88, 1976, 244, 2003]
meeting-photo [320, 531, 858, 779]
story6-body: ತುಮಕೂರು: ಜಿಲ್ಲಾಡಳಿತ, ಜಿಲ್ಲಾ ಪಂಚಾಯತ್, ಮಹಾನಗರ ಪಾಲಿಕೆ, ಕನ್ನಡ ಮತ್ತು ಸಂಸ್ಕೃತಿ ಇಲಾಖೆ ವತಿಯಿಂದ ನವೆಂಬರ್ 18ರಂದು ಆಚರಿಸಲಾಗುವ ಭಕ್ತಶ್ರೇಷ್ಠ ಕನಕದಾಸರ ಜಯಂತ್ಯುತ್ಸವ ಕಾರ್ಯಕ್ರಮದಲ್ಲಿ ಜಿಲ್ಲೆಯಲ್ಲಿ ವಿವಿಧ ಕ್ಷೇತ್ರಗಳಲ್ಲಿ ಸಾಧನೆಗೈದ ಕುರುಬ ಸಮುದಾಯದ ಸಾಧಕರನ್ನು ಸನ್ಮಾನಿಸಲು ಉದ್ದೇಶಿಸಲಾಗಿದ್ದು, ಅರ್ಹರಿಂದ ಅರ್ಜಿ ಆಹ್ವಾನಿಸಲಾಗಿದೆ. ಆಸಕ್ತರು ಸ್ವ ವಿವರದ ಅರ್ಜಿಯನ್ನು ನವೆಂಬರ್ 8ರೊಳಗಾಗಿ ಸಹಾಯಕ ನಿರ್ದೇಶಕರ ಕಚೇರಿ, ಕನ್ನಡ ಮತ್ತು ಸಂಸ್ಕೃತಿ ಇಲಾಖೆ, ಡಾ: ಗುಬ್ಬಿ ವೀರಣ್ಣ ಕಲಾಕ್ಷೇತ್ರ ಆವರಣ, ಬಾಳನಕಟ್ಟೆ, ತುಮಕೂರು ಇಲ್ಲಿಗೆ ಸಲ್ಲಿಸಬಹುದಾಗಿದೆ. ಹೆಚ್ಚಿನ ಮಾಹಿತಿಗಾಗಿ ದೂ.ಸಂ. 0816-2275204ನ್ನು ಸಂಪರ್ಕಿಸಬಹುದಾಗಿದೆ ಎಂದು ಇಲಾಖೆಯ ಸಹಾಯಕ ನಿರ್ದೇಶಕ ಕಿರಣ್ ಕುಮಾರ್ ತಿಳಿಸಿದ್ದಾರೆ. [21, 1592, 310, 1808]
printing-machine-image [1392, 92, 1498, 212]
tagline: ಕನ್ನಡ ದಿನಪತ್ರಿಕೆ [647, 274, 749, 298]
ad-body: ನಮ್ಮಲ್ಲಿ ಡಿ.ಟಿ.ಪಿ. ಲಗ್ನ ಪತ್ರಿಕೆ,ಬಿಲ್ ಬುಕ್, ಲೆಟರ್‌ಹೆಡ್, ವಿಸಿಟಿಂಗ್ ಕಾರ್ಡ್, ಪೋಸ್ಟರ್ಸ್, ಡಮ್ಮಿ ಅಳತೆಯ ದಿನ ಪತ್ರಿಕೆ, ವಾರ, ಪಾಕ್ಷಿಕ, ಮಾಸಿಕ ಪತ್ರಿಕೆಗಳನ್ನು ಅಂದವಾಗಿ ಮುದ್ರಿಸಿಕೊಡ ಲಾಗುತ್ತದೆ. ಹಾಗೂ ಬೈಂಡಿಂಗ್ ವರ್ಕ್‌ಗಳನ್ನು ಮಾಡಿ ಕೊಡಲಾಗುತ್ತದೆ [1177, 84, 1383, 208]
ad-title: ಶ್ರೀ ಲಕ್ಷ್ಮೀ ನರಸಿಂಹ ಆಫ್‌ಸೆಟ್ ಪ್ರಿಂಟರ್ಸ್ [1171, 47, 1501, 74]
issue: ಸಂಚಿಕೆ: 112 [165, 329, 241, 347]
ad-phone: ತುಮಕೂರು ಮೊ: 9880911339 [1223, 276, 1449, 292]
story5-headline: ಅಂಗಡಿ ಮಳಿಗೆ ಹರಾಜು [1154, 969, 1534, 1015]
masthead-logo [466, 56, 707, 297]
book-base [526, 244, 632, 259]
story9-top-rule [316, 1696, 1534, 1697]
motto: ಜನಮನದ ಧ್ವನಿ [985, 241, 1089, 264]
email-text: Email: suvarnapragathinews@gmail.com [60, 282, 439, 301]
regn: REGN No: L2/RNP-1249/TMR/2024-26 [910, 329, 1222, 347]
